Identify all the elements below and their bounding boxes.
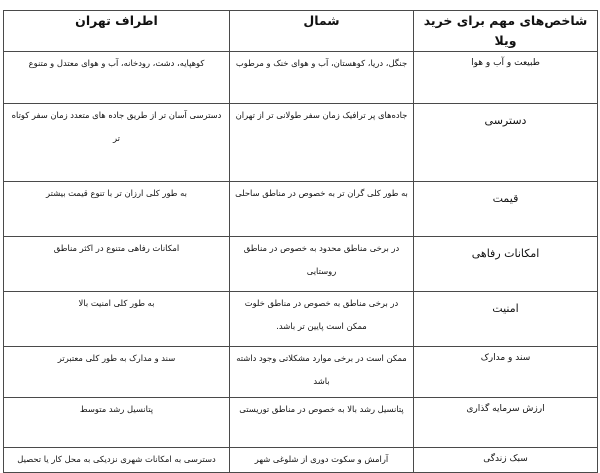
table-row (4, 292, 598, 347)
table-row (4, 448, 598, 473)
criterion-cell: سبک زندگی (414, 448, 598, 473)
table-row (4, 398, 598, 448)
table-row (4, 347, 598, 398)
criterion-cell: طبیعت و آب و هوا (414, 52, 598, 104)
north-cell: آرامش و سکوت دوری از شلوغی شهر (230, 448, 414, 473)
criterion-cell: دسترسی (414, 104, 598, 182)
tehran-suburbs-cell: سند و مدارک به طور کلی معتبرتر (4, 347, 230, 398)
table-row (4, 182, 598, 237)
tehran-suburbs-cell: دسترسی آسان تر از طریق جاده های متعدد زمان سفر کوتاه تر (4, 104, 230, 182)
table-row (4, 104, 598, 182)
north-cell: جنگل، دریا، کوهستان، آب و هوای خنک و مرطوب (230, 52, 414, 104)
header-criterion: شاخص‌های مهم برای خرید ویلا (414, 11, 598, 52)
criterion-cell: سند و مدارک (414, 347, 598, 398)
north-cell: پتانسیل رشد بالا به خصوص در مناطق توریستی (230, 398, 414, 448)
north-cell: ممکن است در برخی موارد مشکلاتی وجود داشته باشد (230, 347, 414, 398)
tehran-suburbs-cell: به طور کلی امنیت بالا (4, 292, 230, 347)
table-row (4, 52, 598, 104)
tehran-suburbs-cell: به طور کلی ارزان تر با تنوع قیمت بیشتر (4, 182, 230, 237)
tehran-suburbs-cell: دسترسی به امکانات شهری نزدیکی به محل کار یا تحصیل (4, 448, 230, 473)
criterion-cell: امنیت (414, 292, 598, 347)
tehran-suburbs-cell: کوهپایه، دشت، رودخانه، آب و هوای معتدل و متنوع (4, 52, 230, 104)
criterion-cell: قیمت (414, 182, 598, 237)
north-cell: در برخی مناطق به خصوص در مناطق خلوت ممکن است پایین تر باشد. (230, 292, 414, 347)
criterion-cell: ارزش سرمایه گذاری (414, 398, 598, 448)
criterion-cell: امکانات رفاهی (414, 237, 598, 292)
north-cell: به طور کلی گران تر به خصوص در مناطق ساحلی (230, 182, 414, 237)
tehran-suburbs-cell: امکانات رفاهی متنوع در اکثر مناطق (4, 237, 230, 292)
header-tehran-suburbs: اطراف تهران (4, 11, 230, 52)
north-cell: در برخی مناطق محدود به خصوص در مناطق روستایی (230, 237, 414, 292)
north-cell: جاده‌های پر ترافیک زمان سفر طولانی تر از تهران (230, 104, 414, 182)
villa-comparison-table (3, 10, 598, 473)
table-row (4, 237, 598, 292)
header-north: شمال (230, 11, 414, 52)
tehran-suburbs-cell: پتانسیل رشد متوسط (4, 398, 230, 448)
table-header-row (4, 11, 598, 52)
